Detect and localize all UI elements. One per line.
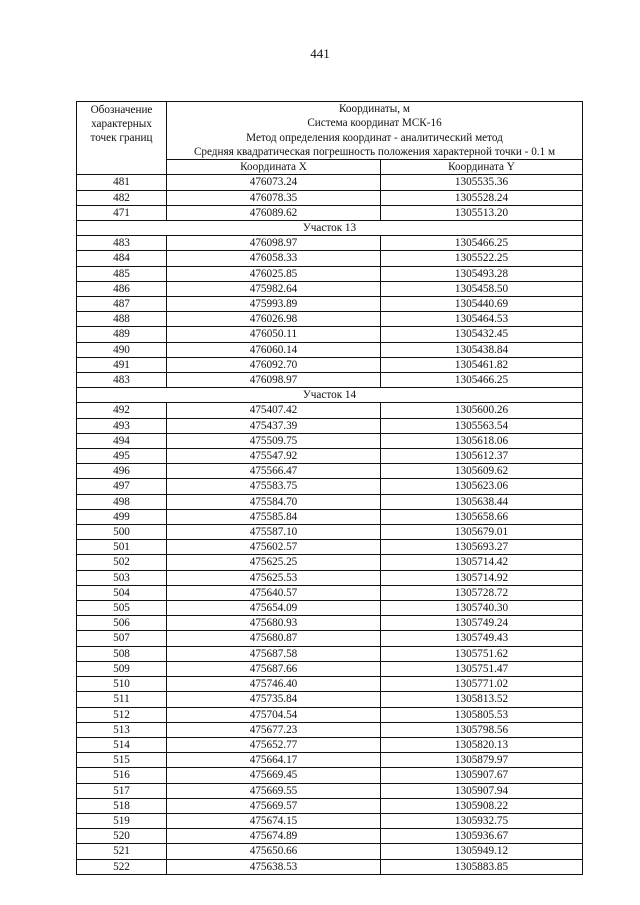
coordinate-y-cell: 1305458.50 xyxy=(381,281,583,296)
coordinate-x-cell: 475669.57 xyxy=(167,798,381,813)
table-row xyxy=(77,281,583,296)
table-row xyxy=(77,768,583,783)
table-row xyxy=(77,464,583,479)
point-cell: 503 xyxy=(77,570,167,585)
coordinate-y-cell: 1305936.67 xyxy=(381,829,583,844)
table-row xyxy=(77,312,583,327)
point-cell: 497 xyxy=(77,479,167,494)
coordinate-y-cell: 1305466.25 xyxy=(381,236,583,251)
point-cell: 522 xyxy=(77,859,167,874)
coordinate-x-cell: 475687.66 xyxy=(167,661,381,676)
point-cell: 498 xyxy=(77,494,167,509)
coords-header-line: Координаты, м xyxy=(339,103,410,115)
coordinate-y-cell: 1305679.01 xyxy=(381,525,583,540)
point-cell: 489 xyxy=(77,327,167,342)
column-y-header: Координата Y xyxy=(381,160,583,175)
point-cell: 483 xyxy=(77,236,167,251)
point-cell: 499 xyxy=(77,509,167,524)
point-cell: 517 xyxy=(77,783,167,798)
coordinate-x-cell: 475704.54 xyxy=(167,707,381,722)
coordinate-x-cell: 475640.57 xyxy=(167,585,381,600)
table-row xyxy=(77,616,583,631)
coordinate-x-cell: 475652.77 xyxy=(167,737,381,752)
point-cell: 482 xyxy=(77,190,167,205)
table-row xyxy=(77,844,583,859)
table-row xyxy=(77,509,583,524)
table-row xyxy=(77,829,583,844)
coordinate-x-cell: 475687.58 xyxy=(167,646,381,661)
coordinate-x-cell: 476060.14 xyxy=(167,342,381,357)
table-row xyxy=(77,631,583,646)
table-row xyxy=(77,251,583,266)
point-cell: 511 xyxy=(77,692,167,707)
coordinate-y-cell: 1305771.02 xyxy=(381,677,583,692)
coordinate-x-cell: 476089.62 xyxy=(167,205,381,220)
coordinate-y-cell: 1305522.25 xyxy=(381,251,583,266)
table-header xyxy=(77,102,583,175)
coordinate-y-cell: 1305638.44 xyxy=(381,494,583,509)
coordinate-y-cell: 1305949.12 xyxy=(381,844,583,859)
point-cell: 481 xyxy=(77,175,167,190)
point-cell: 512 xyxy=(77,707,167,722)
coordinate-x-cell: 475584.70 xyxy=(167,494,381,509)
coordinate-x-cell: 475407.42 xyxy=(167,403,381,418)
point-cell: 490 xyxy=(77,342,167,357)
coordinate-x-cell: 475669.55 xyxy=(167,783,381,798)
coordinate-y-cell: 1305535.36 xyxy=(381,175,583,190)
coordinate-y-cell: 1305714.92 xyxy=(381,570,583,585)
point-cell: 483 xyxy=(77,373,167,388)
point-cell: 501 xyxy=(77,540,167,555)
coordinate-y-cell: 1305658.66 xyxy=(381,509,583,524)
coordinate-y-cell: 1305563.54 xyxy=(381,418,583,433)
coordinate-x-cell: 475602.57 xyxy=(167,540,381,555)
section-title: Участок 13 xyxy=(77,221,583,236)
point-cell: 491 xyxy=(77,357,167,372)
table-row xyxy=(77,798,583,813)
coordinate-y-cell: 1305493.28 xyxy=(381,266,583,281)
point-cell: 521 xyxy=(77,844,167,859)
point-cell: 496 xyxy=(77,464,167,479)
point-cell: 495 xyxy=(77,449,167,464)
coordinate-x-cell: 475587.10 xyxy=(167,525,381,540)
coordinate-x-cell: 475638.53 xyxy=(167,859,381,874)
coordinate-x-cell: 475650.66 xyxy=(167,844,381,859)
point-cell: 488 xyxy=(77,312,167,327)
coordinate-y-cell: 1305749.24 xyxy=(381,616,583,631)
coordinate-x-cell: 476073.24 xyxy=(167,175,381,190)
coords-header-line: Система координат МСК-16 xyxy=(307,117,442,130)
coordinate-y-cell: 1305751.47 xyxy=(381,661,583,676)
coordinate-x-cell: 475680.87 xyxy=(167,631,381,646)
table-row xyxy=(77,570,583,585)
point-cell: 513 xyxy=(77,722,167,737)
table-row xyxy=(77,357,583,372)
coordinate-y-cell: 1305466.25 xyxy=(381,373,583,388)
coordinate-x-cell: 475585.84 xyxy=(167,509,381,524)
point-cell: 506 xyxy=(77,616,167,631)
point-cell: 484 xyxy=(77,251,167,266)
table-row xyxy=(77,418,583,433)
point-header-line: точек границ xyxy=(90,132,153,144)
coordinate-y-cell: 1305528.24 xyxy=(381,190,583,205)
coordinate-y-cell: 1305438.84 xyxy=(381,342,583,357)
coordinate-x-cell: 475746.40 xyxy=(167,677,381,692)
coordinate-y-cell: 1305879.97 xyxy=(381,753,583,768)
section-row xyxy=(77,221,583,236)
table-row xyxy=(77,677,583,692)
table-row xyxy=(77,327,583,342)
table-row xyxy=(77,859,583,874)
coordinate-y-cell: 1305728.72 xyxy=(381,585,583,600)
table-row xyxy=(77,555,583,570)
coordinate-y-cell: 1305693.27 xyxy=(381,540,583,555)
coordinate-y-cell: 1305932.75 xyxy=(381,813,583,828)
table-row xyxy=(77,205,583,220)
coordinate-x-cell: 476058.33 xyxy=(167,251,381,266)
coordinate-y-cell: 1305749.43 xyxy=(381,631,583,646)
point-cell: 505 xyxy=(77,601,167,616)
table-row xyxy=(77,297,583,312)
point-cell: 519 xyxy=(77,813,167,828)
coordinate-y-cell: 1305714.42 xyxy=(381,555,583,570)
coordinate-x-cell: 475735.84 xyxy=(167,692,381,707)
coordinate-y-cell: 1305513.20 xyxy=(381,205,583,220)
point-designation-header xyxy=(77,102,167,175)
coordinate-x-cell: 475680.93 xyxy=(167,616,381,631)
coordinate-y-cell: 1305600.26 xyxy=(381,403,583,418)
coordinate-y-cell: 1305805.53 xyxy=(381,707,583,722)
coordinate-x-cell: 475625.25 xyxy=(167,555,381,570)
table-row xyxy=(77,601,583,616)
coordinate-y-cell: 1305609.62 xyxy=(381,464,583,479)
table-row xyxy=(77,190,583,205)
table-row xyxy=(77,585,583,600)
coordinate-y-cell: 1305461.82 xyxy=(381,357,583,372)
table-row xyxy=(77,646,583,661)
table-row xyxy=(77,525,583,540)
table-row xyxy=(77,753,583,768)
coordinate-y-cell: 1305751.62 xyxy=(381,646,583,661)
table-row xyxy=(77,494,583,509)
coordinate-x-cell: 475664.17 xyxy=(167,753,381,768)
point-cell: 518 xyxy=(77,798,167,813)
table-row xyxy=(77,373,583,388)
point-cell: 493 xyxy=(77,418,167,433)
page-number: 441 xyxy=(310,46,330,61)
coordinate-x-cell: 475583.75 xyxy=(167,479,381,494)
column-x-header: Координата X xyxy=(167,160,381,175)
table-row xyxy=(77,266,583,281)
point-cell: 487 xyxy=(77,297,167,312)
point-cell: 509 xyxy=(77,661,167,676)
point-cell: 486 xyxy=(77,281,167,296)
coordinate-x-cell: 476098.97 xyxy=(167,373,381,388)
coordinate-y-cell: 1305618.06 xyxy=(381,433,583,448)
point-cell: 520 xyxy=(77,829,167,844)
point-cell: 507 xyxy=(77,631,167,646)
section-row xyxy=(77,388,583,403)
point-cell: 471 xyxy=(77,205,167,220)
coordinate-x-cell: 476050.11 xyxy=(167,327,381,342)
coordinate-x-cell: 475982.64 xyxy=(167,281,381,296)
coords-header-line: Средняя квадратическая погрешность положения характерной точки - 0.1 м xyxy=(193,145,556,158)
table-row xyxy=(77,175,583,190)
point-cell: 516 xyxy=(77,768,167,783)
point-cell: 504 xyxy=(77,585,167,600)
coordinate-y-cell: 1305907.67 xyxy=(381,768,583,783)
table-body xyxy=(77,175,583,874)
point-cell: 494 xyxy=(77,433,167,448)
point-cell: 500 xyxy=(77,525,167,540)
coordinate-y-cell: 1305464.53 xyxy=(381,312,583,327)
section-title: Участок 14 xyxy=(77,388,583,403)
point-cell: 485 xyxy=(77,266,167,281)
coords-header-line: Метод определения координат - аналитический метод xyxy=(246,131,503,144)
coordinate-x-cell: 475566.47 xyxy=(167,464,381,479)
table-row xyxy=(77,737,583,752)
coordinate-x-cell: 475654.09 xyxy=(167,601,381,616)
coordinate-x-cell: 475625.53 xyxy=(167,570,381,585)
table-row xyxy=(77,540,583,555)
table-row xyxy=(77,692,583,707)
coordinate-y-cell: 1305907.94 xyxy=(381,783,583,798)
point-header-line: характерных xyxy=(91,118,152,130)
table-row xyxy=(77,433,583,448)
table-row xyxy=(77,236,583,251)
coordinate-x-cell: 476078.35 xyxy=(167,190,381,205)
point-cell: 515 xyxy=(77,753,167,768)
table-row xyxy=(77,342,583,357)
point-cell: 502 xyxy=(77,555,167,570)
coordinate-x-cell: 476025.85 xyxy=(167,266,381,281)
coordinate-y-cell: 1305623.06 xyxy=(381,479,583,494)
coordinate-x-cell: 475437.39 xyxy=(167,418,381,433)
coordinates-table xyxy=(76,101,583,875)
table-row xyxy=(77,813,583,828)
coordinates-header xyxy=(167,102,583,160)
coordinate-y-cell: 1305820.13 xyxy=(381,737,583,752)
table-row xyxy=(77,707,583,722)
coordinate-x-cell: 475993.89 xyxy=(167,297,381,312)
point-header-line: Обозначение xyxy=(90,104,153,116)
coordinate-y-cell: 1305440.69 xyxy=(381,297,583,312)
coordinate-x-cell: 476098.97 xyxy=(167,236,381,251)
point-cell: 510 xyxy=(77,677,167,692)
coordinate-x-cell: 475547.92 xyxy=(167,449,381,464)
point-cell: 514 xyxy=(77,737,167,752)
coordinate-x-cell: 476026.98 xyxy=(167,312,381,327)
point-cell: 508 xyxy=(77,646,167,661)
coordinate-y-cell: 1305883.85 xyxy=(381,859,583,874)
coordinate-x-cell: 475509.75 xyxy=(167,433,381,448)
table-row xyxy=(77,661,583,676)
table-row xyxy=(77,479,583,494)
coordinate-y-cell: 1305798.56 xyxy=(381,722,583,737)
coordinate-x-cell: 475669.45 xyxy=(167,768,381,783)
table-row xyxy=(77,449,583,464)
coordinate-x-cell: 476092.70 xyxy=(167,357,381,372)
coordinate-y-cell: 1305813.52 xyxy=(381,692,583,707)
coordinate-y-cell: 1305612.37 xyxy=(381,449,583,464)
table-row xyxy=(77,722,583,737)
coordinate-x-cell: 475677.23 xyxy=(167,722,381,737)
table-row xyxy=(77,403,583,418)
coordinate-y-cell: 1305432.45 xyxy=(381,327,583,342)
coordinate-y-cell: 1305740.30 xyxy=(381,601,583,616)
coordinate-x-cell: 475674.15 xyxy=(167,813,381,828)
coordinate-y-cell: 1305908.22 xyxy=(381,798,583,813)
table-row xyxy=(77,783,583,798)
coordinate-x-cell: 475674.89 xyxy=(167,829,381,844)
point-cell: 492 xyxy=(77,403,167,418)
